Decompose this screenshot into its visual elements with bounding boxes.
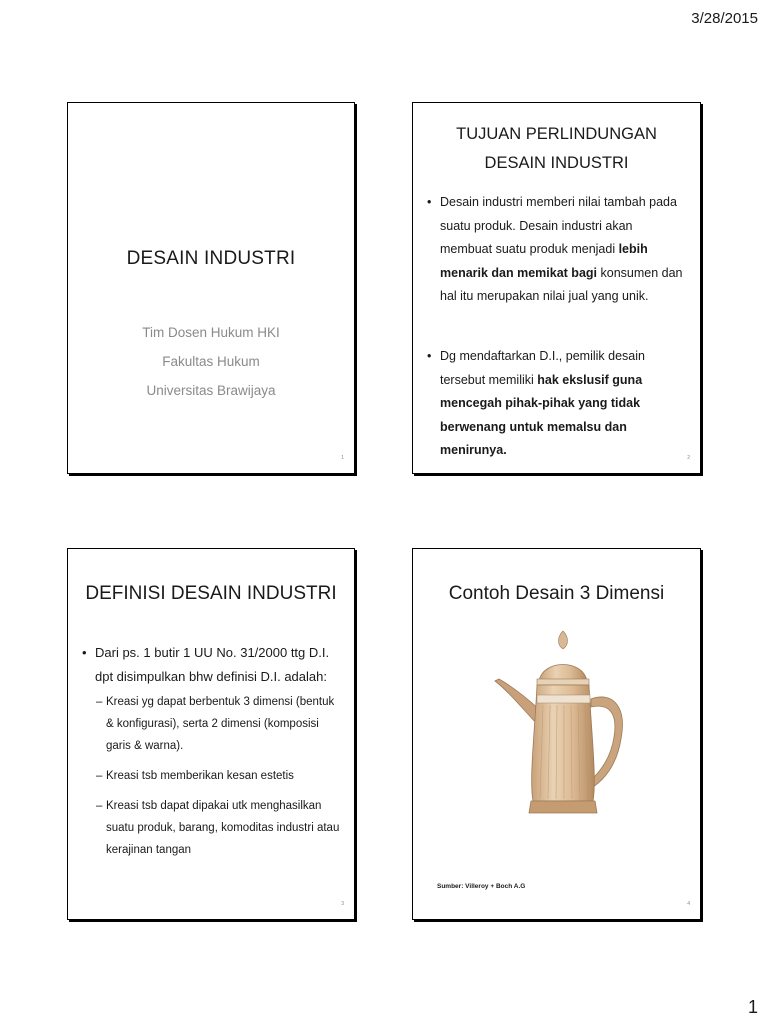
slide-3 — [67, 548, 355, 920]
slide-number: 4 — [687, 901, 690, 907]
bullet-text: Desain industri memberi nilai tambah pada suatu produk. Desain industri akan membuat suatu produk menjadi — [440, 195, 677, 256]
page-number: 1 — [747, 997, 758, 1017]
image-caption: Sumber: Villeroy + Boch A.G — [437, 883, 526, 890]
bullet-text: Dg mendaftarkan D.I., pemilik desain tersebut memiliki — [440, 349, 645, 387]
university-line: Universitas Brawijaya — [146, 383, 276, 398]
bullet-list — [427, 345, 688, 463]
print-date: 3/28/2015 — [691, 10, 758, 27]
sub-item: – Kreasi tsb memberikan kesan estetis — [82, 765, 340, 787]
slide-title — [413, 120, 700, 178]
title-line-2: DESAIN INDUSTRI — [484, 154, 629, 172]
teapot-image — [493, 629, 633, 824]
title-line-1: TUJUAN PERLINDUNGAN — [456, 125, 657, 143]
bullet-list — [82, 641, 340, 869]
slide-4 — [412, 548, 701, 920]
bullet-item: • Dari ps. 1 butir 1 UU No. 31/2000 ttg D.I. dpt disimpulkan bhw definisi D.I. adalah: — [82, 641, 340, 689]
slide-title: DESAIN INDUSTRI — [126, 248, 296, 269]
sub-item: – Kreasi yg dapat berbentuk 3 dimensi (bentuk & konfigurasi), serta 2 dimensi (komposisi garis & warna). — [82, 691, 340, 757]
author-line: Tim Dosen Hukum HKI — [142, 325, 280, 340]
slide-number: 3 — [341, 901, 344, 907]
bullet-emphasis: lebih menarik dan memikat bagi — [440, 242, 648, 280]
bullet-list — [427, 191, 688, 309]
slide-2 — [412, 102, 701, 474]
bullet-item — [427, 191, 688, 309]
slide-title: Contoh Desain 3 Dimensi — [448, 583, 665, 604]
slide-title: DEFINISI DESAIN INDUSTRI — [85, 583, 337, 604]
sub-item: – Kreasi tsb dapat dipakai utk menghasilkan suatu produk, barang, komoditas industri atau kerajinan tangan — [82, 795, 340, 861]
slide-1 — [67, 102, 355, 474]
bullet-item — [427, 345, 688, 463]
sub-list — [82, 691, 340, 861]
slide-number: 1 — [341, 455, 344, 461]
slide-subtitle — [68, 318, 354, 405]
bullet-emphasis: hak ekslusif guna mencegah pihak-pihak yang tidak berwenang untuk memalsu dan menirunya. — [440, 372, 643, 457]
bullet-text: konsumen dan hal itu merupakan nilai jual yang unik. — [440, 265, 683, 303]
faculty-line: Fakultas Hukum — [162, 354, 260, 369]
slide-number: 2 — [687, 455, 690, 461]
